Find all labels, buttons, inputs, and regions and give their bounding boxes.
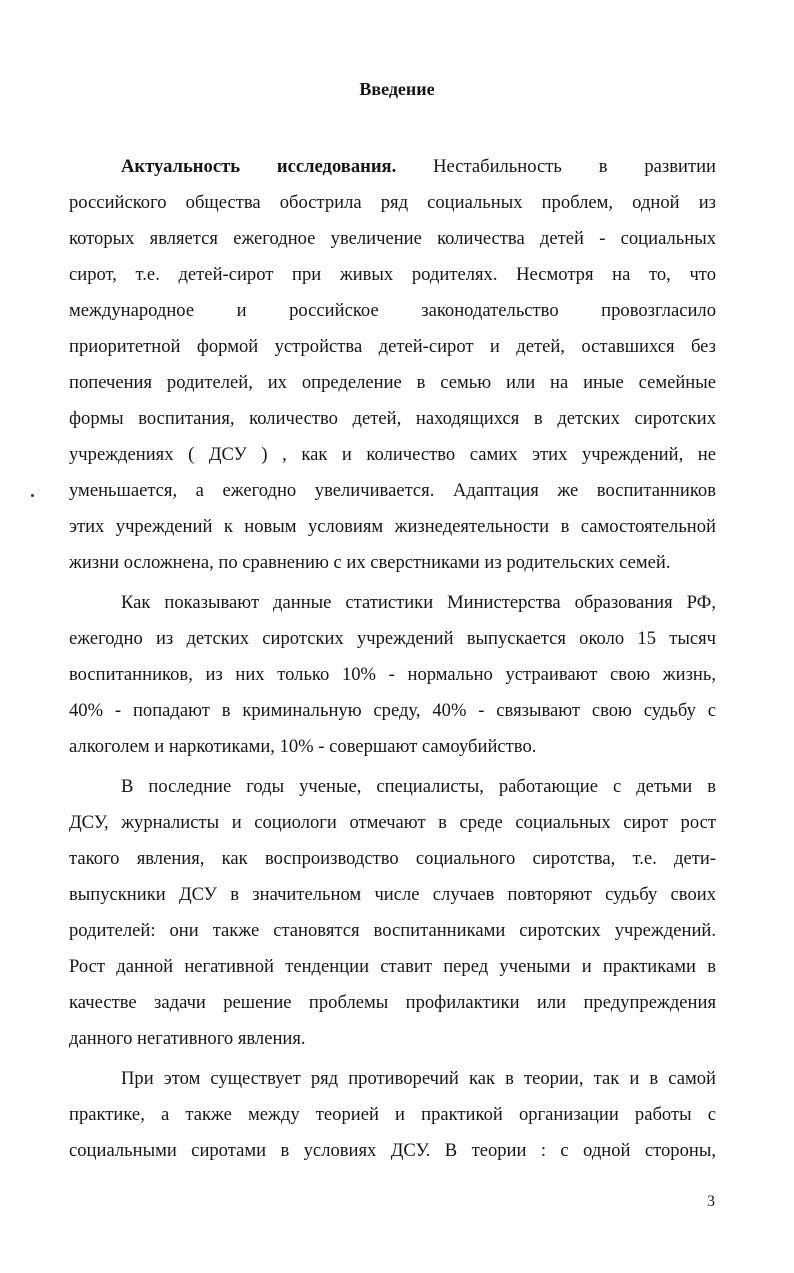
- text-line: родителей: они также становятся воспитанниками сиротских учреждений.: [69, 920, 716, 941]
- text-line: ДСУ, журналисты и социологи отмечают в среде социальных сирот рост: [69, 812, 716, 833]
- text-line: выпускники ДСУ в значительном числе случаев повторяют судьбу своих: [69, 884, 716, 905]
- text-line: этих учреждений к новым условиям жизнедеятельности в самостоятельной: [69, 516, 716, 537]
- text-line: качестве задачи решение проблемы профилактики или предупреждения: [69, 992, 716, 1013]
- paragraph-statistics: [69, 585, 716, 765]
- paragraph-contradictions: [69, 1061, 716, 1169]
- text-line-content: Нестабильность в развитии: [396, 156, 716, 177]
- page-number: 3: [707, 1193, 715, 1210]
- scan-artifact-dot: [31, 494, 34, 497]
- text-line: практике, а также между теорией и практикой организации работы с: [69, 1104, 716, 1125]
- text-line: 40% - попадают в криминальную среду, 40% - связывают свою судьбу с: [69, 700, 716, 721]
- text-line: которых является ежегодное увеличение количества детей - социальных: [69, 228, 716, 249]
- text-line: При этом существует ряд противоречий как в теории, так и в самой: [121, 1068, 716, 1089]
- text-line: социальными сиротами в условиях ДСУ. В теории : с одной стороны,: [69, 1140, 716, 1161]
- text-line: воспитанников, из них только 10% - нормально устраивают свою жизнь,: [69, 664, 716, 685]
- text-line: российского общества обострила ряд социальных проблем, одной из: [69, 192, 716, 213]
- text-line: [69, 149, 716, 185]
- text-line: жизни осложнена, по сравнению с их сверстниками из родительских семей.: [69, 552, 671, 573]
- text-line: данного негативного явления.: [69, 1028, 306, 1049]
- text-line: международное и российское законодательство провозгласило: [69, 300, 716, 321]
- text-line: В последние годы ученые, специалисты, работающие с детьми в: [121, 776, 716, 797]
- text-line: уменьшается, а ежегодно увеличивается. Адаптация же воспитанников: [69, 480, 716, 501]
- text-line: Рост данной негативной тенденции ставит перед учеными и практиками в: [69, 956, 716, 977]
- paragraph-trend: [69, 769, 716, 1057]
- text-line: ежегодно из детских сиротских учреждений выпускается около 15 тысяч: [69, 628, 716, 649]
- text-line: попечения родителей, их определение в семью или на иные семейные: [69, 372, 716, 393]
- text-line: сирот, т.е. детей-сирот при живых родителях. Несмотря на то, что: [69, 264, 716, 285]
- text-line: такого явления, как воспроизводство социального сиротства, т.е. дети-: [69, 848, 716, 869]
- text-line: приоритетной формой устройства детей-сирот и детей, оставшихся без: [69, 336, 716, 357]
- text-line: алкоголем и наркотиками, 10% - совершают самоубийство.: [69, 736, 537, 757]
- text-line: Как показывают данные статистики Министерства образования РФ,: [121, 592, 716, 613]
- paragraph-lead: Актуальность исследования.: [121, 156, 397, 177]
- text-line: учреждениях ( ДСУ ) , как и количество самих этих учреждений, не: [69, 444, 716, 465]
- body-text: [69, 149, 716, 1169]
- text-line: формы воспитания, количество детей, находящихся в детских сиротских: [69, 408, 716, 429]
- page-title: Введение: [359, 79, 435, 99]
- paragraph-relevance: [69, 149, 716, 581]
